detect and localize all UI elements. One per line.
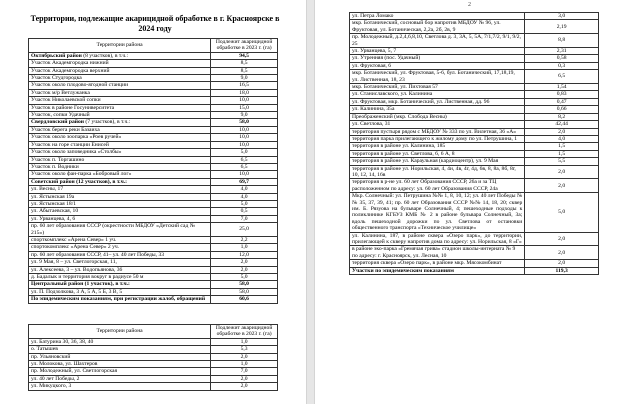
area-value: 2,0 [211, 266, 278, 273]
table-row [350, 62, 599, 69]
territory-name-text: территория в районе ул. Норильская, 4, 4и, 4в, 4г, 4д, 6в, 8, 8а, 8б, 8г, 10, 12, 14, 16в [352, 165, 516, 178]
territory-name [350, 150, 525, 157]
territory-name-text: ул. Микуцкого, 3 [31, 383, 72, 390]
table-summary-row [29, 52, 278, 59]
area-value: 2,0 [525, 232, 599, 246]
territory-name [350, 232, 525, 246]
table-row [350, 106, 599, 113]
territory-name-text: пр. 60 лет образования СССР, 41– ул. 40 лет Победы, 33 [31, 251, 165, 258]
territory-name [350, 158, 525, 165]
territory-name [29, 75, 211, 82]
table-row [29, 208, 278, 215]
territory-name [350, 128, 525, 135]
territory-name-text: пр. 60 лет образования СССР (окрестности МБДОУ «Детский сад № 215») [31, 223, 196, 236]
area-value: 6,5 [525, 70, 599, 84]
table-row [29, 67, 278, 74]
territory-name-text: Участок, сопки Удачный [31, 112, 90, 119]
territory-name-text: ул. Калинина, 187, в районе сквера «Озеро парк», до территории, прилегающей к скверу напротив дома по адресу: ул. Норильская, 8 «Г» [352, 232, 523, 245]
territory-name-text: ул. Ястынская 19а [31, 193, 75, 200]
area-value: 5,0 [211, 200, 278, 207]
table-row [350, 13, 599, 20]
table-row [29, 244, 278, 251]
area-value: 5,5 [525, 158, 599, 165]
territory-name-text: Советский район (12 участков), в т.ч.: [31, 178, 127, 185]
table-row [350, 34, 599, 48]
area-value: 1,5 [525, 143, 599, 150]
table-row [350, 246, 599, 260]
territory-name-text: Участок около зоопарка «Роев ручей» [31, 134, 122, 141]
territory-name [29, 200, 211, 207]
area-value: 5,0 [525, 193, 599, 232]
area-value: 1,0 [211, 244, 278, 251]
territory-name-text: Участок Николаевской сопки [31, 97, 101, 104]
territory-name [29, 119, 211, 126]
territory-name-text: Участок около заповедника «Столбы» [31, 149, 122, 156]
table-header-row [29, 325, 278, 339]
territory-name [350, 84, 525, 91]
territory-name-text: Участок около фан-парка «Бобровый лог» [31, 171, 132, 178]
table-row [29, 104, 278, 111]
area-value: 58,0 [211, 288, 278, 295]
area-value: 7,0 [211, 215, 278, 222]
table-row [29, 383, 278, 390]
table-row [29, 251, 278, 258]
area-value: 10,0 [211, 126, 278, 133]
table-row [29, 223, 278, 237]
area-value: 18,0 [211, 89, 278, 96]
territory-name-text: Участок на горе станции Енисей [31, 141, 109, 148]
territory-name [29, 251, 211, 258]
territory-name-text: д. Бадалык и территория вокруг в радиусе 50 м [31, 274, 144, 280]
area-value: 4,0 [211, 186, 278, 193]
territory-name [29, 236, 211, 243]
territory-name-text: ул. Утренняя (пос. Удачный) [352, 55, 421, 62]
column-header-area: Подлежит акарицидной обработке в 2023 г. (га) [211, 39, 278, 53]
table-row [29, 288, 278, 295]
table-row [350, 150, 599, 157]
territory-name [29, 60, 211, 67]
territory-name-text: о. Татышев [31, 346, 58, 353]
table-row [350, 91, 599, 98]
table-row [29, 89, 278, 96]
territory-name [350, 260, 525, 267]
territory-name-text: ул. Алексеева, 3 – ул. Водопьянова, 36 [31, 266, 123, 273]
territory-name-text: территория пустыря рядом с МБДОУ № 333 по ул. Вилетная, 36 «А» [352, 128, 517, 135]
area-value: 0,66 [525, 106, 599, 113]
area-value: 42,44 [525, 121, 599, 128]
territory-note: (8 участков), в т.ч.: [81, 52, 129, 59]
table-row [350, 135, 599, 142]
territory-name-text: Участок около плодово-ягодной станции [31, 82, 129, 89]
territory-name [29, 163, 211, 170]
territory-name [29, 215, 211, 222]
territory-name-text: ул. 40 лет Победы, 2 [31, 375, 80, 382]
area-value: 9,0 [211, 75, 278, 82]
territory-name-text: Участок в районе Госуниверситета [31, 104, 115, 111]
table-row [350, 70, 599, 84]
table-row [29, 193, 278, 200]
territory-name [29, 375, 211, 382]
territory-name [350, 13, 525, 20]
territory-name-text: в районе эко-парка «Гремячая грива» стадион школы-интерната № 9 по адресу: г. Красноярск, ул. Лесная, 10 [352, 246, 516, 259]
area-value: 4,0 [211, 193, 278, 200]
area-value: 2,0 [525, 165, 599, 179]
territory-name [29, 353, 211, 360]
area-value: 2,0 [211, 259, 278, 266]
territory-name [350, 55, 525, 62]
territory-name-text: ул. Абытаевская, 10 [31, 208, 79, 215]
territory-name-text: ул. П. Подзолкова, 3 А, 5 А, 5 Б, 3 В, 5 [31, 288, 123, 295]
territory-name [350, 34, 525, 48]
territory-name [29, 288, 211, 295]
table-summary-row [29, 296, 278, 303]
territory-name [29, 296, 211, 303]
area-value: 2,19 [525, 20, 599, 34]
territory-name-text: мкр. Ботанический, сосновый бор напротив МБДОУ № 96, ул. Фруктовая, ул. Ботаническая, 2,2а, 2б, 2в, 9 [352, 20, 501, 33]
table-row [29, 60, 278, 67]
table-row [29, 141, 278, 148]
table-row [350, 121, 599, 128]
column-header-area: Подлежит акарицидной обработке в 2023 г. (га) [211, 325, 278, 339]
table-row [350, 128, 599, 135]
territory-name [350, 113, 525, 120]
territory-name [29, 67, 211, 74]
territory-name [29, 89, 211, 96]
table-row [350, 165, 599, 179]
territory-name [29, 134, 211, 141]
territory-name-text: пр. Ульяновский [31, 353, 71, 360]
territory-name-text: территория в районе ул. Караульная (кардиоцентр), ул. 9 Мая [352, 158, 499, 165]
table-row [29, 200, 278, 207]
area-value: 5,0 [211, 149, 278, 156]
territory-name-text: Мкр. Солнечный: ул. Петрушина №№ 1, 8, 10, 12; ул. 40 лет Победы №№ 35, 37, 39, 41; пр. 60 лет Образования СССР №№ 14, 18, 20; сквер им. Б. Рязуова на бульваре Солнечный, 4; пешеходные подходы к поликлинике КГБУЗ КМБ № 2 в районе бульвара Солнечный, 3а; вдоль пешеходной дорожки по ул. Светлова от остановки общественного транспорта «Техническое училище» [352, 193, 523, 232]
territory-name [29, 186, 211, 193]
area-value: 2,31 [525, 48, 599, 55]
area-value: 1,0 [211, 338, 278, 345]
territory-name-text: Участок Академгородка верхний [31, 67, 110, 74]
territory-name-text: Участок Студгородка [31, 75, 82, 82]
territory-name [350, 48, 525, 55]
territory-name-text: Октябрьский район [31, 52, 82, 59]
area-value: 10,0 [211, 134, 278, 141]
territory-name [29, 346, 211, 353]
table-row [29, 134, 278, 141]
territory-name-text: ул. Урванцева, 4, 6 [31, 215, 76, 222]
territory-name-text: ул. Весны, 17 [31, 186, 64, 193]
area-value: 10,0 [211, 171, 278, 178]
area-value: 1,0 [211, 361, 278, 368]
territory-name [350, 62, 525, 69]
territory-name-text: ул. Станиславского, ул. Калинина [352, 91, 433, 98]
table-row [29, 163, 278, 170]
territory-name-text: ул. Урванцева, 5, 7 [352, 48, 397, 55]
area-value: 9,0 [211, 112, 278, 119]
territory-name-text: территория в районе ул. Калинина, 185 [352, 143, 446, 150]
territory-name-text: Участок м/р Ветлужанка [31, 89, 90, 96]
territories-table [28, 38, 278, 304]
table-summary-row [350, 267, 599, 274]
territory-name [350, 193, 525, 232]
area-value: 58,0 [211, 119, 278, 126]
column-header-territory: Территории района [29, 325, 211, 339]
area-value: 0,5 [211, 208, 278, 215]
table-row [29, 156, 278, 163]
document-page-1 [0, 0, 306, 404]
table-row [350, 55, 599, 62]
document-title: Территории, подлежащие акарицидной обработке в г. Красноярске в 2024 году [30, 14, 280, 33]
area-value: 2,0 [211, 375, 278, 382]
territory-name [29, 274, 211, 281]
area-value: 1,54 [525, 84, 599, 91]
area-value: 7,0 [211, 368, 278, 375]
territory-name-text: спортокомплекс «Арена Север» 2 уч. [31, 244, 120, 251]
territory-name [350, 246, 525, 260]
table-row [29, 274, 278, 281]
territories-table-continued [28, 324, 278, 391]
area-value: 2,0 [525, 179, 599, 193]
territory-name [350, 70, 525, 84]
area-value: 0,47 [525, 98, 599, 105]
territory-name-text: Участок берега реки Базаиха [31, 126, 100, 133]
table-row [29, 149, 278, 156]
territory-name [29, 52, 211, 59]
territory-name [29, 259, 211, 266]
territory-name-text: ул. Петра Ломако [352, 13, 394, 19]
table-summary-row [29, 281, 278, 288]
territory-name-text: территория в районе ул. Светлова, 6, 6 А, 8 [352, 150, 455, 157]
table-row [29, 215, 278, 222]
table-summary-row [29, 119, 278, 126]
table-row [29, 338, 278, 345]
table-summary-row [29, 178, 278, 185]
territory-name [29, 112, 211, 119]
area-value: 8,5 [211, 67, 278, 74]
area-value: 2,0 [211, 383, 278, 390]
area-value: 5,0 [211, 274, 278, 281]
territory-name-text: мкр. Ботанический, ул. Фруктовая, 5-6, бул. Ботанический, 17,18,19, ул. Лиственная, 18, 23 [352, 70, 515, 83]
territory-name [29, 244, 211, 251]
page-gutter [306, 0, 315, 404]
territory-name-text: ул. Светлова, 31 [352, 121, 391, 128]
area-value: 0,3 [525, 62, 599, 69]
territory-name [29, 126, 211, 133]
territory-name-text: Центральный район (1 участок), в т.ч.: [31, 281, 130, 288]
territory-name [29, 368, 211, 375]
territory-name [350, 267, 525, 274]
table-row [29, 171, 278, 178]
table-row [350, 113, 599, 120]
area-value: 60,6 [211, 296, 278, 303]
area-value: 0,58 [525, 55, 599, 62]
territory-name-text: ул. Молокова, ул. Шахтеров [31, 361, 98, 368]
territory-name-text: Преображенский (мкр. Слобода Весны) [352, 113, 447, 120]
table-row [29, 112, 278, 119]
area-value: 16,5 [211, 82, 278, 89]
area-value: 3,0 [525, 13, 599, 20]
territories-table-page-2 [349, 12, 599, 275]
territory-name [29, 338, 211, 345]
territory-name [350, 91, 525, 98]
table-row [350, 158, 599, 165]
territory-name [350, 165, 525, 179]
territory-name [29, 193, 211, 200]
table-row [29, 186, 278, 193]
territory-name [29, 281, 211, 288]
territory-name [29, 266, 211, 273]
area-value: 94,5 [211, 52, 278, 59]
territory-name [29, 149, 211, 156]
territory-name-text: ул. Фруктовая, 6 [352, 62, 392, 69]
table-header-row [29, 39, 278, 53]
area-value: 12,0 [211, 251, 278, 258]
table-row [29, 259, 278, 266]
table-row [350, 20, 599, 34]
territory-name-text: Участок Академгородка нижний [31, 60, 109, 67]
territory-name [350, 135, 525, 142]
area-value: 58,0 [211, 281, 278, 288]
table-row [29, 346, 278, 353]
area-value: 5,3 [211, 346, 278, 353]
table-row [29, 82, 278, 89]
table-row [29, 266, 278, 273]
territory-name-text: мкр. Ботанический, ул. Пихтовая 57 [352, 84, 438, 91]
table-row [29, 368, 278, 375]
area-value: 8,5 [211, 60, 278, 67]
territory-name [29, 208, 211, 215]
territory-name [29, 171, 211, 178]
territory-name [350, 106, 525, 113]
table-row [350, 179, 599, 193]
territory-name [29, 141, 211, 148]
territory-name-text: ул. Калинина, 35а [352, 106, 395, 113]
territory-name [29, 82, 211, 89]
territory-name [350, 179, 525, 193]
territory-name-text: территория парка прилегающего к жилому дому по ул. Петрушина, 1 [352, 135, 518, 142]
table-row [29, 353, 278, 360]
table-row [29, 361, 278, 368]
area-value: 8,2 [525, 113, 599, 120]
territory-name-text: Свердловский район [31, 119, 84, 126]
territory-name [350, 98, 525, 105]
area-value: 119,3 [525, 267, 599, 274]
territory-name-text: пр. Молодежный, ул. Светлогорская [31, 368, 118, 375]
area-value: 2,0 [525, 128, 599, 135]
territory-name-text: пр. Молодежный, д.2,4,6,8,10, Светлова д. 3, 3А, 5, 5А, 7/1,7/2, 9/1, 9/2, 25 [352, 34, 521, 47]
area-value: 10,0 [211, 141, 278, 148]
area-value: 0,83 [525, 91, 599, 98]
table-row [29, 236, 278, 243]
territory-name [29, 97, 211, 104]
territory-name-text: ул. 9 Мая, 8 – ул. Светлогорская, 11, [31, 259, 117, 266]
territory-name-text: ул. Батурина 30, 36, 38, 40 [31, 338, 94, 345]
territory-name-text: ул. Ястынская 18/1 [31, 200, 77, 207]
table-row [29, 75, 278, 82]
territory-name-text: территория в р-не ул. 60 лет Образования СССР, 26а и за ТЦ расположенном по адресу: ул. 60 лет Образования СССР, 24а [352, 179, 498, 192]
table-row [350, 84, 599, 91]
territory-name-text: территория сквера «Озеро парк», в районе мкр. Мясокомбинат [352, 260, 502, 267]
area-value: 2,0 [211, 353, 278, 360]
territory-name [29, 361, 211, 368]
territory-name-text: Участок п. Торгашино [31, 156, 85, 163]
territory-name-text: Участок п. Водники [31, 163, 79, 170]
territory-name [29, 383, 211, 390]
territory-name-text: По эпидемическим показаниям, при регистрации жалоб, обращений [31, 296, 206, 303]
territory-name [29, 104, 211, 111]
area-value: 10,0 [211, 97, 278, 104]
area-value: 6,5 [211, 163, 278, 170]
page-number: 2 [468, 2, 471, 8]
table-row [350, 260, 599, 267]
area-value: 15,0 [211, 104, 278, 111]
area-value: 69,7 [211, 178, 278, 185]
area-value: 6,5 [211, 156, 278, 163]
territory-name-text: спорткомплекс «Арена Север» 1 уч. [31, 236, 117, 243]
area-value: 2,0 [525, 246, 599, 260]
territory-name [350, 20, 525, 34]
area-value: 4,0 [525, 135, 599, 142]
area-value: 2,0 [525, 260, 599, 267]
territory-name-text: Участки по эпидемическим показаниям [352, 267, 454, 274]
area-value: 25,0 [211, 223, 278, 237]
table-row [350, 143, 599, 150]
table-row [29, 126, 278, 133]
table-row [350, 232, 599, 246]
table-row [29, 375, 278, 382]
table-row [350, 48, 599, 55]
table-row [350, 98, 599, 105]
table-row [29, 97, 278, 104]
area-value: 1,5 [525, 150, 599, 157]
document-page-2 [315, 0, 620, 404]
territory-note: (7 участков), в т.ч.: [84, 119, 131, 126]
area-value: 8,8 [525, 34, 599, 48]
territory-name [29, 178, 211, 185]
column-header-territory: Территории района [29, 39, 211, 53]
territory-name [29, 156, 211, 163]
territory-name [350, 143, 525, 150]
territory-name [350, 121, 525, 128]
table-row [350, 193, 599, 232]
territory-name [29, 223, 211, 237]
territory-name-text: ул. Фруктовая, мкр. Ботанический, ул. Лиственная, дд. 96 [352, 98, 490, 105]
area-value: 2,2 [211, 236, 278, 243]
